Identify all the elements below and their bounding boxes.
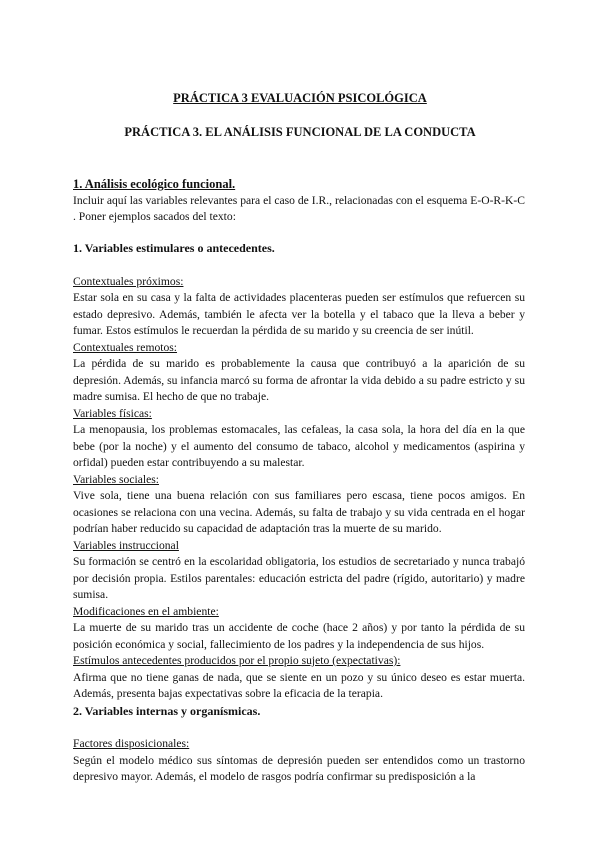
item-text: Afirma que no tiene ganas de nada, que se siente en un pozo y su único deseo es estar muerta. Además, presenta bajas expectativas sobre la eficacia de la terapia. [73, 670, 525, 700]
item-text: Estar sola en su casa y la falta de actividades placenteras pueden ser estímulos que refuercen su estado depresivo. Además, también le afecta ver la botella y el tabaco que la lleva a beber y fumar. Estos estímulos le recuerdan la pérdida de su marido y su creencia de ser inútil. [73, 291, 525, 337]
item-text: Según el modelo médico sus síntomas de depresión pueden ser entendidos como un trastorno depresivo mayor. Además, el modelo de rasgos podría confirmar su predisposición a la [73, 753, 525, 783]
item-text: La pérdida de su marido es probablemente la causa que contribuyó a la aparición de su depresión. Además, su infancia marcó su forma de afrontar la vida debido a su padre estricto y su madre sumisa. El hecho de que no trabaje. [73, 357, 525, 403]
item-label: Variables sociales: [73, 472, 159, 486]
item-label: Contextuales próximos: [73, 274, 184, 288]
item-label: Modificaciones en el ambiente: [73, 604, 219, 618]
item-label: Estímulos antecedentes producidos por el propio sujeto (expectativas): [73, 654, 401, 667]
variables-estimulares [73, 240, 525, 786]
item-text: La menopausia, los problemas estomacales, las cefaleas, la casa sola, la hora del día en la que bebe (por la noche) y el aumento del consumo de tabaco, alcohol y medicamentos (aspirina y orfidal) pueden estar contribuyendo a su malestar. [73, 423, 525, 469]
item-text: Vive sola, tiene una buena relación con sus familiares pero escasa, tiene pocos amigos. En ocasiones se relaciona con una vecina. Además, su falta de trabajo y su vida centrada en el hogar podrían haber reducido su capacidad de adaptación tras la muerte de su marido. [73, 489, 525, 535]
item-text: La muerte de su marido tras un accidente de coche (hace 2 años) y por tanto la pérdida de su posición económica y social, fallecimiento de los padres y la independencia de sus hijos. [73, 621, 525, 651]
item-label: Contextuales remotos: [73, 340, 178, 354]
item-label: Factores disposicionales: [73, 737, 190, 750]
subsection-heading: 2. Variables internas y organísmicas. [73, 703, 261, 718]
document-title: PRÁCTICA 3 EVALUACIÓN PSICOLÓGICA [173, 91, 427, 105]
subsection-heading: 1. Variables estimulares o antecedentes. [73, 241, 275, 255]
section-1 [73, 176, 525, 226]
document-subtitle: PRÁCTICA 3. EL ANÁLISIS FUNCIONAL DE LA CONDUCTA [124, 125, 476, 139]
item-text: Su formación se centró en la escolaridad obligatoria, los estudios de secretariado y nunca trabajó por decisión propia. Estilos parentales: educación estricta del padre (rígido, autoritario) y madre sumisa. [73, 555, 525, 601]
item-label: Variables físicas: [73, 406, 152, 420]
section-intro: Incluir aquí las variables relevantes para el caso de I.R., relacionadas con el esquema E-O-R-K-C . Poner ejemplos sacados del texto: [73, 193, 525, 223]
section-heading: 1. Análisis ecológico funcional. [73, 177, 236, 191]
item-label: Variables instruccional [73, 538, 179, 552]
